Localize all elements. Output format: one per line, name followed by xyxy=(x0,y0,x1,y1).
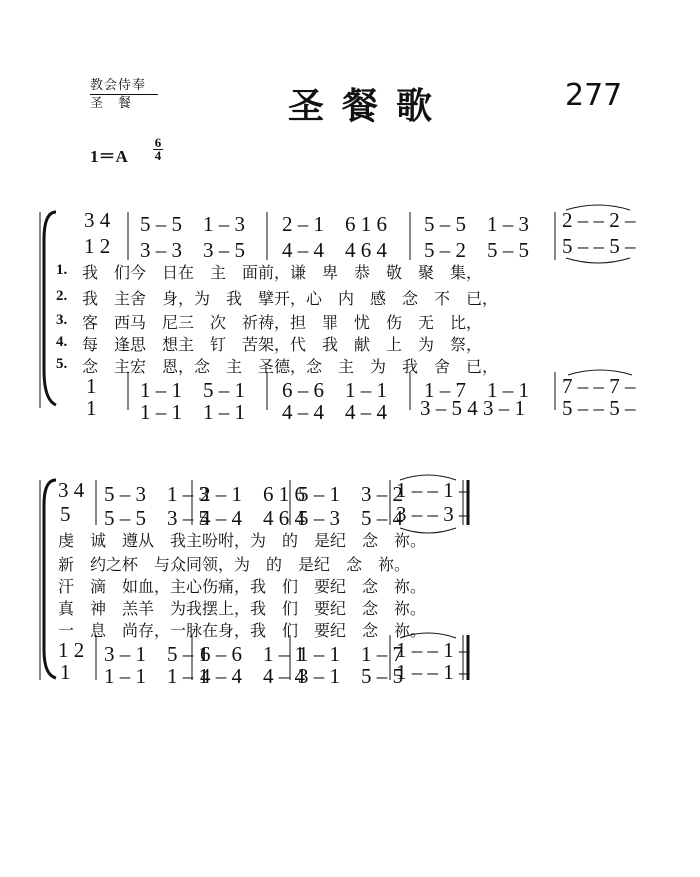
s2-soprano-m3: 5 – 1 3 – 2 xyxy=(298,482,403,506)
s1-soprano-m1: 5 – 5 1 – 3 xyxy=(140,212,245,236)
s1-verse-text: 念 主宏 恩，念 主 圣德，念 主 为 我 舍 已， xyxy=(82,357,499,376)
s2-verse-text: 真 神 羔羊 为我摆上，我 们 要纪 念 祢。 xyxy=(58,599,427,618)
subcategory-label: 圣 餐 xyxy=(90,96,133,111)
s1-verse-text: 我 们今 日在 主 面前，谦 卑 恭 敬 聚 集， xyxy=(82,263,483,282)
s1-alto-pickup: 1 2 xyxy=(84,234,111,258)
s1-verse-number: 4. xyxy=(56,334,68,350)
s1-alto-m4: 5 – – 5 – xyxy=(562,234,636,258)
s1-soprano-m3: 5 – 5 1 – 3 xyxy=(424,212,529,236)
s1-alto-m3: 5 – 2 5 – 5 xyxy=(424,238,529,262)
s1-bass-m2: 4 – 4 4 – 4 xyxy=(282,400,387,424)
s2-soprano-m2: 2 – 1 6 1 6 xyxy=(200,482,305,506)
s2-verse-text: 虔 诚 遵从 我主吩咐，为 的 是纪 念 祢。 xyxy=(58,531,427,550)
s2-bass-pickup: 1 xyxy=(60,660,71,684)
s2-tenor-m3: 1 – 1 1 – 7 xyxy=(298,642,403,666)
s1-soprano-m4: 2 – – 2 – xyxy=(562,208,636,232)
category-label: 教会侍奉 xyxy=(90,78,147,93)
s2-soprano-m1: 5 – 3 1 – 3 xyxy=(104,482,209,506)
s1-tenor-m2: 6 – 6 1 – 1 xyxy=(282,378,387,402)
s2-bass-m4: 1 – – 1 – xyxy=(396,660,470,684)
s2-tenor-m2: 6 – 6 1 – 1 xyxy=(200,642,305,666)
s1-bass-m3: 3 – 5 4 3 – 1 xyxy=(420,396,525,420)
s1-soprano-m2: 2 – 1 6 1 6 xyxy=(282,212,387,236)
s2-verse-text: 新 约之杯 与众同领，为 的 是纪 念 祢。 xyxy=(58,555,411,574)
s2-tenor-m4: 1 – – 1 – xyxy=(396,638,470,662)
s2-bass-m3: 3 – 1 5 – 5 xyxy=(298,664,403,688)
s2-verse-text: 一 息 尚存，一脉在身，我 们 要纪 念 祢。 xyxy=(58,621,427,640)
s2-alto-m1: 5 – 5 3 – 5 xyxy=(104,506,209,530)
s1-verse-number: 2. xyxy=(56,288,68,304)
s2-tenor-pickup: 1 2 xyxy=(58,638,85,662)
s1-verse-number: 5. xyxy=(56,356,68,372)
s1-verse-number: 3. xyxy=(56,312,68,328)
s1-tenor-pickup: 1 xyxy=(86,374,97,398)
hymn-title: 圣餐歌 xyxy=(288,85,451,127)
hymn-number: 277 xyxy=(565,78,623,113)
s2-tenor-m1: 3 – 1 5 – 1 xyxy=(104,642,209,666)
s2-soprano-m4: 1 – – 1 – xyxy=(396,478,470,502)
time-signature-top: 6 xyxy=(154,135,162,150)
s2-bass-m2: 4 – 4 4 – 4 xyxy=(200,664,305,688)
s2-alto-m3: 5 – 3 5 – 4 xyxy=(298,506,403,530)
key-signature: 1＝A xyxy=(90,147,128,166)
s1-bass-pickup: 1 xyxy=(86,396,97,420)
s1-verse-text: 客 西马 尼三 次 祈祷，担 罪 忧 伤 无 比， xyxy=(82,313,483,332)
time-signature-bottom: 4 xyxy=(154,148,162,163)
s2-alto-pickup: 5 xyxy=(60,502,71,526)
s1-tenor-m1: 1 – 1 5 – 1 xyxy=(140,378,245,402)
s2-verse-text: 汗 滴 如血，主心伤痛，我 们 要纪 念 祢。 xyxy=(58,577,427,596)
s1-tenor-m4: 7 – – 7 – xyxy=(562,374,636,398)
s2-bass-m1: 1 – 1 1 – 1 xyxy=(104,664,209,688)
s1-soprano-pickup: 3 4 xyxy=(84,208,111,232)
s1-verse-text: 我 主舍 身，为 我 擘开，心 内 感 念 不 已， xyxy=(82,289,499,308)
s1-alto-m1: 3 – 3 3 – 5 xyxy=(140,238,245,262)
s2-alto-m4: 3 – – 3 – xyxy=(396,502,470,526)
s2-alto-m2: 4 – 4 4 6 4 xyxy=(200,506,305,530)
s2-soprano-pickup: 3 4 xyxy=(58,478,85,502)
s1-tenor-m3: 1 – 7 1 – 1 xyxy=(424,378,529,402)
s1-alto-m2: 4 – 4 4 6 4 xyxy=(282,238,387,262)
s1-verse-text: 每 逢思 想主 钉 苦架，代 我 献 上 为 祭， xyxy=(82,335,483,354)
s1-bass-m4: 5 – – 5 – xyxy=(562,396,636,420)
s1-bass-m1: 1 – 1 1 – 1 xyxy=(140,400,245,424)
s1-verse-number: 1. xyxy=(56,262,68,278)
